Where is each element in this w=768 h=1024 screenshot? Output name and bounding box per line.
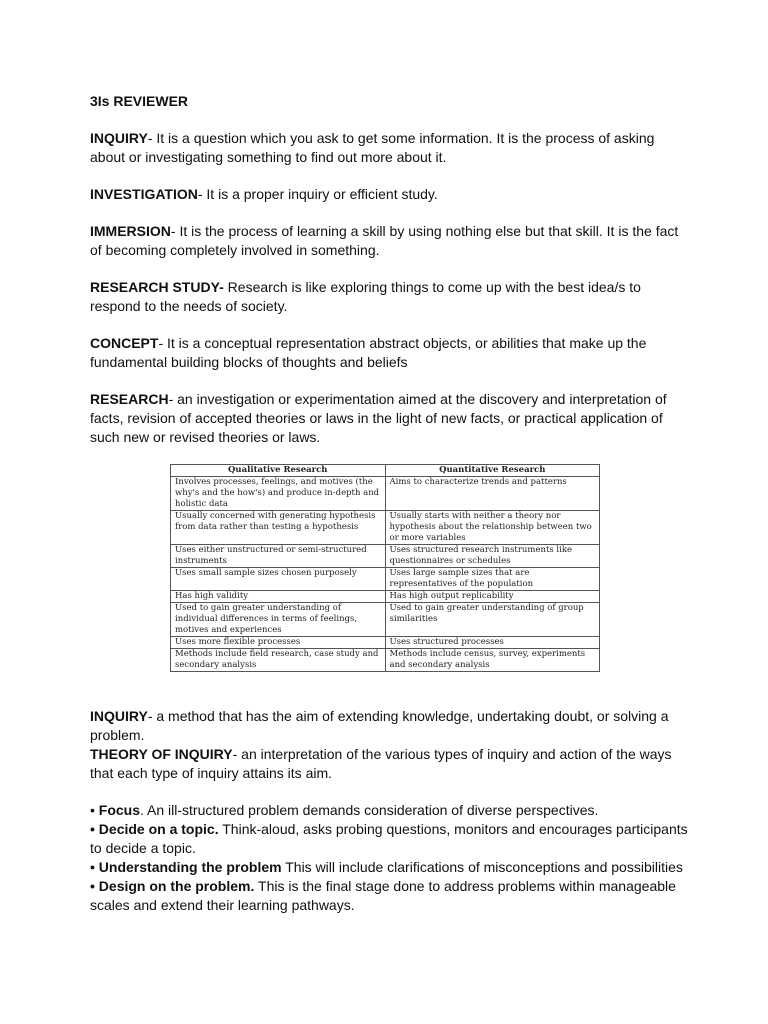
list-item [90, 877, 690, 915]
document-title: 3Is REVIEWER [90, 93, 189, 109]
definition-inquiry [90, 129, 690, 167]
table-cell: Involves processes, feelings, and motives (the why's and the how's) and produce in-depth and holistic data [171, 477, 386, 511]
table-row [171, 545, 600, 568]
definition-text: - It is a conceptual representation abstract objects, or abilities that make up the fundamental building blocks of thoughts and beliefs [90, 335, 647, 370]
table-row [171, 603, 600, 637]
definition-investigation [90, 185, 690, 204]
table-header-row [171, 465, 600, 477]
table-cell: Methods include field research, case study and secondary analysis [171, 649, 386, 672]
bullet-term: Focus [98, 802, 141, 818]
definition-text: - an interpretation of the various types of inquiry and action of the ways that each type of inquiry attains its aim. [90, 746, 672, 781]
table-row [171, 568, 600, 591]
table-row [171, 477, 600, 511]
definition-term: RESEARCH STUDY- [90, 279, 224, 295]
definition-research-study [90, 278, 690, 316]
bullet-text: This will include clarifications of misconceptions and possibilities [281, 859, 683, 875]
table-cell: Usually starts with neither a theory nor hypothesis about the relationship between two or more variables [385, 511, 600, 545]
table-cell: Used to gain greater understanding of individual differences in terms of feelings, motives and experiences [171, 603, 386, 637]
bullet-term: Decide on a topic. [98, 821, 219, 837]
table-cell: Usually concerned with generating hypothesis from data rather than testing a hypothesis [171, 511, 386, 545]
definition-term: INQUIRY [90, 708, 148, 724]
definition-term: INQUIRY [90, 130, 148, 146]
definition-term: IMMERSION [90, 223, 171, 239]
table-cell: Uses structured processes [385, 637, 600, 649]
bullet-marker: • [90, 802, 99, 818]
definition-text: - It is a proper inquiry or efficient study. [197, 186, 438, 202]
definition-text: - It is the process of learning a skill by using nothing else but that skill. It is the fact of becoming completely involved in something. [90, 223, 679, 258]
list-item [90, 820, 690, 858]
bullet-text: Think-aloud, asks probing questions, monitors and encourages participants to decide a topic. [90, 821, 688, 856]
table-cell: Aims to characterize trends and patterns [385, 477, 600, 511]
table-cell: Uses either unstructured or semi-structured instruments [171, 545, 386, 568]
table-cell: Uses large sample sizes that are representatives of the population [385, 568, 600, 591]
definition-term: CONCEPT [90, 335, 159, 351]
bullet-text: This is the final stage done to address problems within manageable scales and extend their learning pathways. [90, 878, 676, 913]
table-row [171, 649, 600, 672]
table-cell: Uses small sample sizes chosen purposely [171, 568, 386, 591]
definition-concept [90, 334, 690, 372]
comparison-table [170, 464, 600, 672]
table-cell: Has high output replicability [385, 591, 600, 603]
comparison-table-wrapper [170, 464, 600, 672]
inquiry-section [90, 707, 690, 783]
table-cell: Has high validity [171, 591, 386, 603]
table-row [171, 511, 600, 545]
definition-text: - an investigation or experimentation aimed at the discovery and interpretation of facts, revision of accepted theories or laws in the light of new facts, or practical application of such new or revised theories or laws. [90, 391, 667, 445]
list-item [90, 801, 690, 820]
bullet-marker: • [90, 878, 99, 894]
table-row [171, 637, 600, 649]
table-row [171, 591, 600, 603]
table-cell: Used to gain greater understanding of group similarities [385, 603, 600, 637]
definition-theory-of-inquiry [90, 745, 690, 783]
definition-term: THEORY OF INQUIRY [90, 746, 233, 762]
table-cell: Methods include census, survey, experiments and secondary analysis [385, 649, 600, 672]
definition-text: Research is like exploring things to come up with the best idea/s to respond to the needs of society. [90, 279, 641, 314]
definition-term: INVESTIGATION [90, 186, 198, 202]
definition-text: - It is a question which you ask to get some information. It is the process of asking about or investigating something to find out more about it. [90, 130, 655, 165]
table-header-qualitative: Qualitative Research [171, 465, 386, 477]
bullet-marker: • [90, 821, 99, 837]
bullet-term: Understanding the problem [98, 859, 282, 875]
bullet-list [90, 801, 690, 915]
table-cell: Uses more flexible processes [171, 637, 386, 649]
table-cell: Uses structured research instruments like questionnaires or schedules [385, 545, 600, 568]
bullet-text: . An ill-structured problem demands consideration of diverse perspectives. [140, 802, 599, 818]
definition-research [90, 390, 690, 447]
definition-inquiry-method [90, 707, 690, 745]
table-header-quantitative: Quantitative Research [385, 465, 600, 477]
definition-text: - a method that has the aim of extending knowledge, undertaking doubt, or solving a problem. [90, 708, 669, 743]
bullet-term: Design on the problem. [98, 878, 255, 894]
bullet-marker: • [90, 859, 99, 875]
definition-term: RESEARCH [90, 391, 169, 407]
definition-immersion [90, 222, 690, 260]
list-item [90, 858, 690, 877]
document-page [90, 92, 690, 915]
